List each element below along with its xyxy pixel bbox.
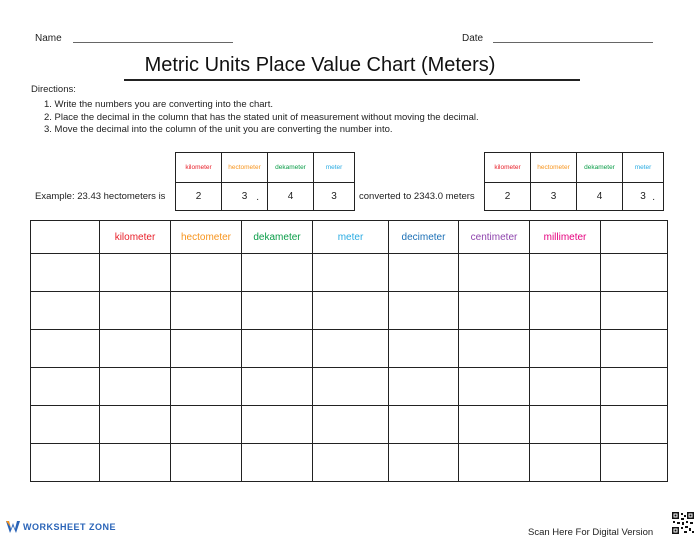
chart-cell[interactable] <box>31 292 100 330</box>
chart-cell[interactable] <box>313 444 389 482</box>
chart-cell[interactable] <box>313 368 389 406</box>
w-logo-icon <box>6 521 20 533</box>
worksheet-zone-logo[interactable] <box>6 521 116 533</box>
chart-cell[interactable] <box>459 368 530 406</box>
chart-cell[interactable] <box>171 330 242 368</box>
chart-cell[interactable] <box>459 254 530 292</box>
chart-cell[interactable] <box>459 292 530 330</box>
chart-cell[interactable] <box>100 292 171 330</box>
chart-cell[interactable] <box>171 254 242 292</box>
chart-cell[interactable] <box>242 330 313 368</box>
chart-cell[interactable] <box>100 368 171 406</box>
chart-cell[interactable] <box>242 292 313 330</box>
direction-step: 2. Place the decimal in the column that has the stated unit of measurement without moving the decimal. <box>44 111 479 123</box>
chart-header-millimeter: millimeter <box>530 221 601 254</box>
chart-cell[interactable] <box>171 368 242 406</box>
example-table-before <box>175 152 355 211</box>
chart-cell[interactable] <box>601 368 668 406</box>
chart-cell[interactable] <box>31 444 100 482</box>
example-header-hectometer: hectometer <box>531 153 577 183</box>
chart-cell[interactable] <box>530 254 601 292</box>
decimal-point: . <box>652 192 655 203</box>
example-digit: 3 <box>640 191 646 202</box>
date-line[interactable] <box>493 42 653 43</box>
chart-cell[interactable] <box>389 330 459 368</box>
chart-cell[interactable] <box>313 254 389 292</box>
chart-cell[interactable] <box>601 406 668 444</box>
chart-cell[interactable] <box>313 292 389 330</box>
chart-cell[interactable] <box>171 292 242 330</box>
chart-cell[interactable] <box>459 444 530 482</box>
chart-cell[interactable] <box>242 368 313 406</box>
chart-row <box>31 330 668 368</box>
chart-cell[interactable] <box>31 406 100 444</box>
example-digit: 3 <box>241 191 248 202</box>
chart-cell[interactable] <box>389 368 459 406</box>
chart-cell[interactable] <box>530 330 601 368</box>
example-cell <box>222 183 268 211</box>
chart-header-kilometer: kilometer <box>100 221 171 254</box>
title-underline <box>124 79 580 81</box>
chart-cell[interactable] <box>171 406 242 444</box>
chart-cell[interactable] <box>601 330 668 368</box>
chart-cell[interactable] <box>242 406 313 444</box>
example-table-after <box>484 152 664 211</box>
chart-cell[interactable] <box>530 444 601 482</box>
chart-cell[interactable] <box>31 254 100 292</box>
direction-step: 3. Move the decimal into the column of the unit you are converting the number into. <box>44 124 393 135</box>
logo-text: WORKSHEET ZONE <box>23 522 117 532</box>
chart-cell[interactable] <box>313 330 389 368</box>
example-header-kilometer: kilometer <box>485 153 531 183</box>
chart-cell[interactable] <box>242 444 313 482</box>
chart-cell[interactable] <box>31 330 100 368</box>
chart-cell[interactable] <box>389 254 459 292</box>
example-cell <box>623 183 664 211</box>
example-header-meter: meter <box>314 153 355 183</box>
chart-cell[interactable] <box>530 292 601 330</box>
chart-cell[interactable] <box>100 254 171 292</box>
chart-cell[interactable] <box>601 292 668 330</box>
chart-cell[interactable] <box>459 330 530 368</box>
chart-cell[interactable] <box>100 330 171 368</box>
chart-cell[interactable] <box>100 406 171 444</box>
chart-cell[interactable] <box>530 406 601 444</box>
example-middle-text: converted to 2343.0 meters <box>359 191 475 202</box>
chart-row <box>31 444 668 482</box>
chart-row <box>31 406 668 444</box>
chart-cell[interactable] <box>171 444 242 482</box>
chart-header-meter: meter <box>313 221 389 254</box>
chart-header-blank <box>601 221 668 254</box>
example-cell: 3 <box>531 183 577 211</box>
example-header-kilometer: kilometer <box>176 153 222 183</box>
chart-cell[interactable] <box>242 254 313 292</box>
decimal-point: . <box>256 192 259 203</box>
chart-cell[interactable] <box>530 368 601 406</box>
chart-header-decimeter: decimeter <box>389 221 459 254</box>
chart-cell[interactable] <box>601 254 668 292</box>
direction-step: 1. Write the numbers you are converting into the chart. <box>44 99 273 110</box>
example-cell: 2 <box>485 183 531 211</box>
chart-cell[interactable] <box>389 292 459 330</box>
place-value-chart <box>30 220 668 482</box>
chart-row <box>31 368 668 406</box>
page-title: Metric Units Place Value Chart (Meters) <box>144 54 496 76</box>
example-header-hectometer: hectometer <box>222 153 268 183</box>
chart-cell[interactable] <box>31 368 100 406</box>
example-header-dekameter: dekameter <box>577 153 623 183</box>
chart-row <box>31 292 668 330</box>
scan-text: Scan Here For Digital Version <box>528 527 654 538</box>
name-line[interactable] <box>73 42 233 43</box>
example-prefix-text: Example: 23.43 hectometers is <box>35 191 166 202</box>
directions-heading: Directions: <box>31 84 76 95</box>
chart-header-centimeter: centimeter <box>459 221 530 254</box>
chart-row <box>31 254 668 292</box>
chart-body <box>31 254 668 482</box>
chart-header-blank <box>31 221 100 254</box>
chart-cell[interactable] <box>459 406 530 444</box>
example-cell: 4 <box>268 183 314 211</box>
directions-list <box>44 99 479 137</box>
chart-cell[interactable] <box>601 444 668 482</box>
example-header-meter: meter <box>623 153 664 183</box>
example-cell: 2 <box>176 183 222 211</box>
example-cell: 3 <box>314 183 355 211</box>
chart-header-dekameter: dekameter <box>242 221 313 254</box>
date-label: Date <box>462 33 484 44</box>
chart-cell[interactable] <box>313 406 389 444</box>
example-cell: 4 <box>577 183 623 211</box>
chart-cell[interactable] <box>100 444 171 482</box>
example-header-dekameter: dekameter <box>268 153 314 183</box>
chart-header-hectometer: hectometer <box>171 221 242 254</box>
qr-code-icon[interactable] <box>672 512 694 534</box>
chart-cell[interactable] <box>389 406 459 444</box>
chart-cell[interactable] <box>389 444 459 482</box>
name-label: Name <box>35 33 62 44</box>
